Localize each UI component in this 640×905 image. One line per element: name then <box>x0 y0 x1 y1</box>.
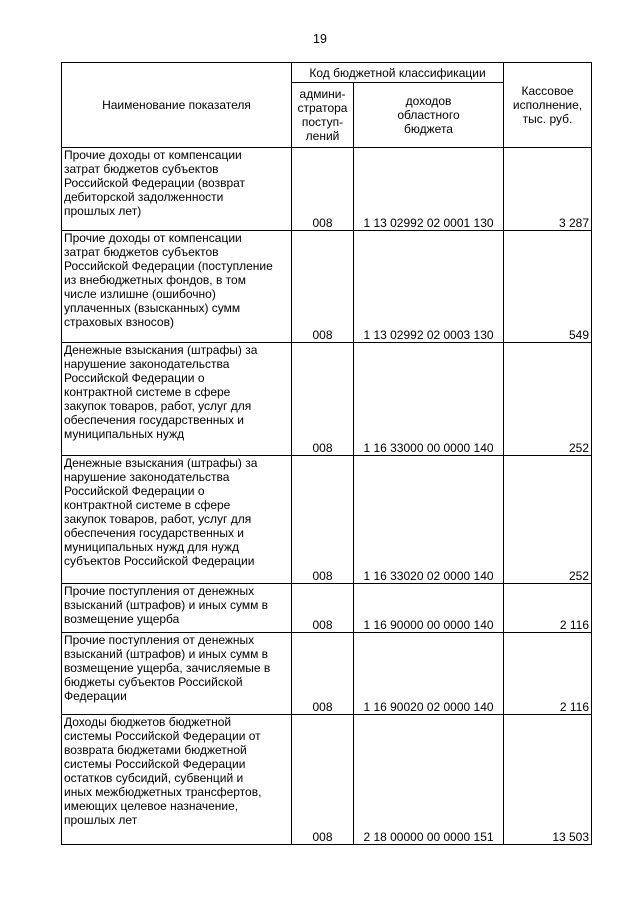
table-row <box>62 715 592 845</box>
budget-classification-code-header: Код бюджетной классификации <box>292 63 504 83</box>
indicator-name-header: Наименование показателя <box>62 63 292 148</box>
page-number: 19 <box>313 32 327 46</box>
revenue-code-cell: 2 18 00000 00 0000 151 <box>354 715 504 845</box>
revenue-administrator-header: админи- стратора поступ- лений <box>292 83 354 148</box>
indicator-name-cell: Денежные взыскания (штрафы) за нарушение законодательства Российской Федерации о контрактной системе в сфере закупок товаров, работ, услуг для обеспечения государственных и муниципальных нужд <box>62 343 292 456</box>
amount-cell: 252 <box>504 343 592 456</box>
revenue-code-cell: 1 16 90000 00 0000 140 <box>354 584 504 633</box>
cash-execution-header: Кассовое исполнение, тыс. руб. <box>504 63 592 148</box>
revenue-code-cell: 1 16 33000 00 0000 140 <box>354 343 504 456</box>
table-row <box>62 633 592 715</box>
indicator-name-cell: Денежные взыскания (штрафы) за нарушение законодательства Российской Федерации о контрактной системе в сфере закупок товаров, работ, услуг для обеспечения государственных и муниципальных нужд для нужд субъектов Российской Федерации <box>62 456 292 584</box>
amount-cell: 549 <box>504 231 592 343</box>
revenue-code-cell: 1 13 02992 02 0003 130 <box>354 231 504 343</box>
indicator-name-cell: Прочие поступления от денежных взысканий (штрафов) и иных сумм в возмещение ущерба, зачисляемые в бюджеты субъектов Российской Федерации <box>62 633 292 715</box>
administrator-code-cell: 008 <box>292 715 354 845</box>
table-row <box>62 231 592 343</box>
table-row <box>62 584 592 633</box>
indicator-name-cell: Прочие поступления от денежных взысканий (штрафов) и иных сумм в возмещение ущерба <box>62 584 292 633</box>
revenue-code-cell: 1 13 02992 02 0001 130 <box>354 148 504 231</box>
table-row <box>62 343 592 456</box>
amount-cell: 2 116 <box>504 584 592 633</box>
administrator-code-cell: 008 <box>292 456 354 584</box>
regional-budget-revenue-header: доходов областного бюджета <box>354 83 504 148</box>
budget-revenue-table <box>61 62 592 845</box>
indicator-name-cell: Доходы бюджетов бюджетной системы Российской Федерации от возврата бюджетами бюджетной системы Российской Федерации остатков субсидий, субвенций и иных межбюджетных трансфертов, имеющих целевое назначение, прошлых лет <box>62 715 292 845</box>
administrator-code-cell: 008 <box>292 231 354 343</box>
administrator-code-cell: 008 <box>292 633 354 715</box>
revenue-code-cell: 1 16 90020 02 0000 140 <box>354 633 504 715</box>
table-row <box>62 456 592 584</box>
indicator-name-cell: Прочие доходы от компенсации затрат бюджетов субъектов Российской Федерации (возврат дебиторской задолженности прошлых лет) <box>62 148 292 231</box>
administrator-code-cell: 008 <box>292 148 354 231</box>
indicator-name-cell: Прочие доходы от компенсации затрат бюджетов субъектов Российской Федерации (поступление из внебюджетных фондов, в том числе излишне (ошибочно) уплаченных (взысканных) сумм страховых взносов) <box>62 231 292 343</box>
amount-cell: 3 287 <box>504 148 592 231</box>
revenue-code-cell: 1 16 33020 02 0000 140 <box>354 456 504 584</box>
amount-cell: 2 116 <box>504 633 592 715</box>
amount-cell: 13 503 <box>504 715 592 845</box>
amount-cell: 252 <box>504 456 592 584</box>
administrator-code-cell: 008 <box>292 584 354 633</box>
administrator-code-cell: 008 <box>292 343 354 456</box>
table-row <box>62 148 592 231</box>
